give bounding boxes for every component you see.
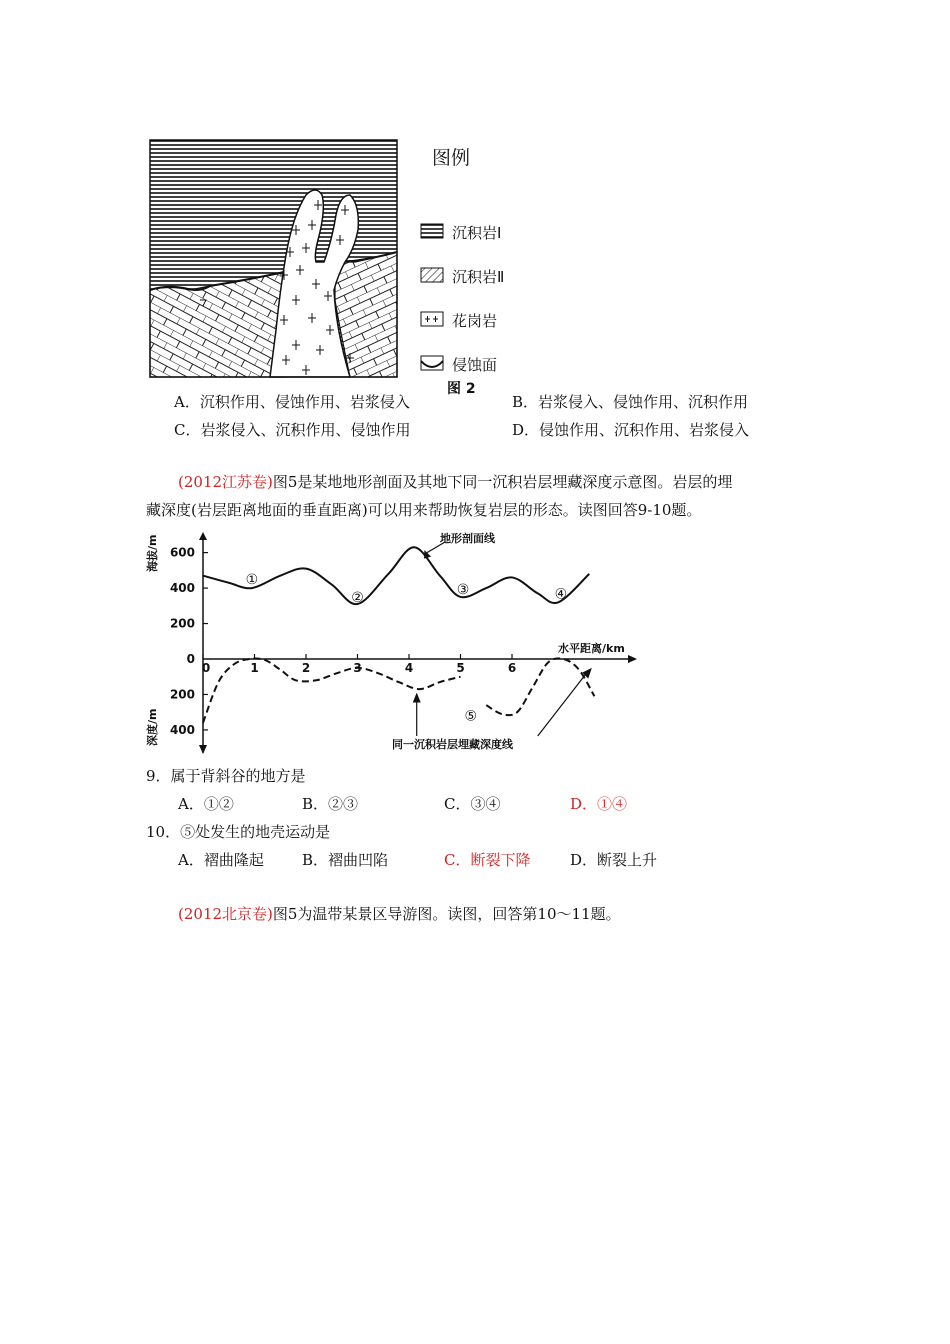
section-box	[150, 140, 397, 377]
x-axis-label: 水平距离/km	[558, 642, 625, 655]
y-tick-label: 600	[169, 545, 195, 560]
q10-option-a: A．褶曲隆起	[178, 851, 264, 869]
q10-option-c-answer: C．断裂下降	[444, 851, 531, 869]
y-label-bottom: 深度/m	[146, 708, 159, 746]
geology-cross-section	[0, 0, 950, 400]
strata-depth-line	[486, 658, 594, 715]
q9-option-a: A．①②	[178, 795, 234, 813]
legend-icon-sedimentary-1	[421, 224, 443, 238]
beijing-source: (2012北京卷)	[178, 905, 273, 923]
x-tick-label: 5	[456, 661, 465, 675]
legend-label-sedimentary-1: 沉积岩Ⅰ	[452, 224, 502, 242]
x-tick-label: 0	[201, 661, 211, 675]
x-tick-label: 6	[507, 661, 517, 675]
terrain-marker-3: ③	[456, 581, 470, 598]
y-tick-label: 400	[169, 581, 195, 596]
figure-2	[0, 0, 950, 400]
y-tick-label: 200	[169, 616, 195, 631]
legend-label-granite: 花岗岩	[452, 312, 498, 330]
legend-title: 图例	[432, 147, 471, 169]
prev-option-b: B．岩浆侵入、侵蚀作用、沉积作用	[512, 393, 749, 411]
terrain-marker-4: ④	[554, 586, 568, 603]
legend-label-erosion-surface: 侵蚀面	[452, 356, 498, 374]
strata-line-label: 同一沉积岩层埋藏深度线	[392, 738, 513, 751]
strata-label-leader-2	[538, 670, 590, 736]
jiangsu-intro-line-2: 藏深度(岩层距离地面的垂直距离)可以用来帮助恢复岩层的形态。读图回答9-10题。	[146, 501, 702, 519]
terrain-line-label: 地形剖面线	[440, 532, 495, 545]
y-label-top: 海拔/m	[146, 534, 159, 572]
beijing-intro	[178, 904, 621, 924]
q10-option-d: D．断裂上升	[570, 851, 658, 869]
q10-stem: 10．⑤处发生的地壳运动是	[146, 823, 331, 841]
q9-option-c: C．③④	[444, 795, 501, 813]
strata-depth-line	[203, 658, 461, 722]
beijing-text: 图5为温带某景区导游图。读图，回答第10～11题。	[272, 905, 621, 923]
prev-option-a: A．沉积作用、侵蚀作用、岩浆侵入	[174, 393, 410, 411]
terrain-marker-1: ①	[245, 572, 259, 589]
y-axis-arrow-down	[199, 745, 207, 754]
terrain-profile-line	[203, 547, 589, 604]
terrain-marker-2: ②	[351, 589, 364, 606]
prev-option-d: D．侵蚀作用、沉积作用、岩浆侵入	[512, 421, 750, 439]
y-tick-label-zero: 0	[186, 652, 195, 666]
legend-icon-granite	[421, 312, 443, 326]
y-axis-arrow-up	[199, 532, 207, 540]
q10-option-b: B．褶曲凹陷	[302, 851, 389, 869]
prev-option-c: C．岩浆侵入、沉积作用、侵蚀作用	[174, 421, 411, 439]
figure-2-caption: 图 2	[447, 381, 476, 397]
x-tick-label: 2	[301, 661, 311, 675]
x-tick-label: 1	[250, 661, 259, 675]
jiangsu-text-1: 图5是某地地形剖面及其地下同一沉积岩层埋藏深度示意图。岩层的埋	[272, 473, 733, 491]
x-tick-label: 3	[353, 661, 362, 675]
q9-option-b: B．②③	[302, 795, 359, 813]
y-tick-label: 200	[169, 687, 195, 702]
jiangsu-intro-line-1	[178, 472, 732, 492]
strata-label-arrowhead	[413, 693, 421, 703]
q9-option-d-answer: D．①④	[570, 795, 628, 813]
strata-marker-5: ⑤	[464, 708, 478, 725]
figure-5-chart	[140, 528, 640, 758]
y-tick-label: 400	[169, 722, 195, 737]
jiangsu-source: (2012江苏卷)	[178, 473, 273, 491]
legend-icon-erosion-surface	[421, 356, 443, 370]
x-axis-arrow	[628, 655, 637, 663]
legend-icon-sedimentary-2	[421, 268, 443, 282]
x-tick-label: 4	[404, 661, 414, 675]
q9-stem: 9．属于背斜谷的地方是	[146, 767, 306, 785]
legend-label-sedimentary-2: 沉积岩Ⅱ	[452, 268, 505, 286]
